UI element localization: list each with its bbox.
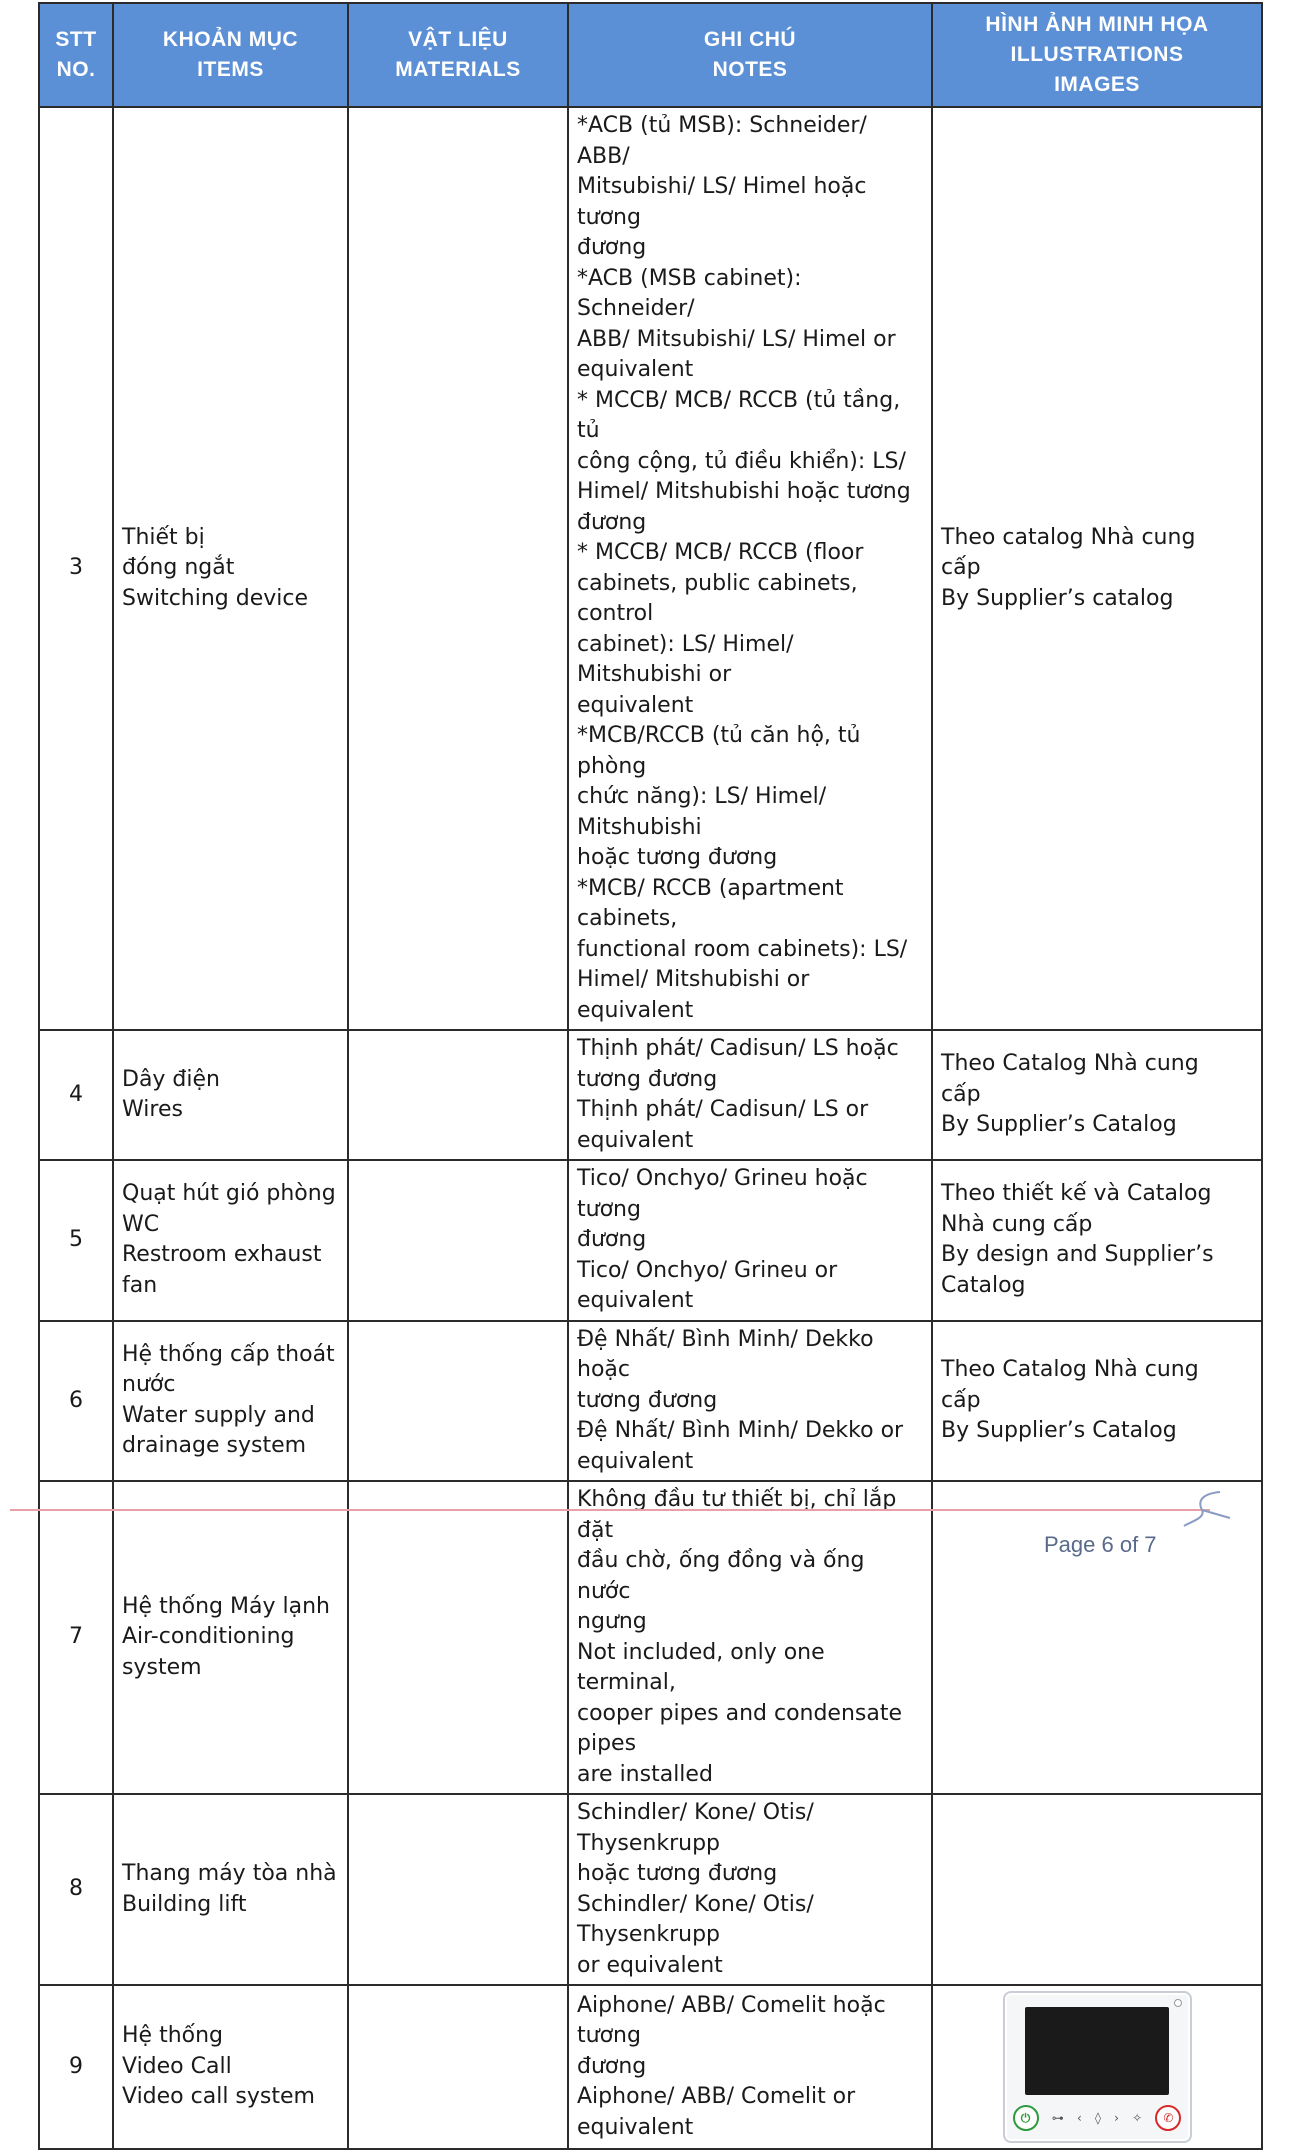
- notes-text-line: tương đương: [577, 1387, 718, 1413]
- item-text-line: Air-conditioning: [122, 1624, 295, 1650]
- table-row: [39, 1160, 1262, 1321]
- item-cell: [113, 1321, 348, 1482]
- item-text-line: Thiết bị: [122, 524, 205, 550]
- notes-cell: [568, 1481, 932, 1794]
- notes-text-line: cooper pipes and condensate pipes: [577, 1700, 903, 1756]
- header-text-line: ILLUSTRATIONS: [1010, 43, 1184, 66]
- notes-text-line: are installed: [577, 1761, 713, 1787]
- notes-text-line: Không đầu tư thiết bị, chỉ lắp đặt: [577, 1487, 897, 1543]
- illustration-text-line: cấp: [941, 1387, 981, 1413]
- notes-text-line: Not included, only one terminal,: [577, 1639, 825, 1695]
- materials-cell: [348, 1160, 568, 1321]
- item-text-line: Switching device: [122, 585, 309, 611]
- illustration-text-line: By Supplier’s catalog: [941, 585, 1174, 611]
- item-cell: [113, 1985, 348, 2149]
- notes-text-line: Aiphone/ ABB/ Comelit hoặc tương: [577, 1992, 886, 2049]
- notes-text-line: đương: [577, 1227, 647, 1252]
- header-text-line: MATERIALS: [395, 58, 521, 81]
- item-text-line: đóng ngắt: [122, 555, 235, 581]
- hangup-button-icon: ✆: [1155, 2105, 1181, 2131]
- item-cell: [113, 1481, 348, 1794]
- item-text-line: Restroom exhaust fan: [122, 1242, 322, 1298]
- row-number: 6: [39, 1321, 113, 1482]
- signature-mark: [1180, 1488, 1240, 1533]
- notes-text-line: or equivalent: [577, 1952, 723, 1978]
- notes-text-line: Mitsubishi/ LS/ Himel hoặc tương: [577, 174, 867, 230]
- notes-text-line: Aiphone/ ABB/ Comelit or: [577, 2084, 856, 2110]
- table-row: [39, 1481, 1262, 1794]
- notes-text-line: Schindler/ Kone/ Otis/ Thysenkrupp: [577, 1800, 814, 1856]
- notes-text-line: * MCCB/ MCB/ RCCB (floor: [577, 540, 864, 565]
- item-text-line: nước: [122, 1372, 176, 1398]
- notes-text-line: functional room cabinets): LS/: [577, 936, 908, 962]
- header-text-line: HÌNH ẢNH MINH HỌA: [985, 13, 1209, 36]
- row-number: 7: [39, 1481, 113, 1794]
- illustration-cell: [932, 1160, 1262, 1321]
- notes-text-line: equivalent: [577, 1127, 694, 1153]
- notes-text-line: *MCB/RCCB (tủ căn hộ, tủ phòng: [577, 723, 861, 779]
- notes-text-line: *MCB/ RCCB (apartment cabinets,: [577, 875, 844, 931]
- notes-text-line: công cộng, tủ điều khiển): LS/: [577, 448, 906, 474]
- notes-text-line: equivalent: [577, 2114, 694, 2140]
- illustration-text-line: Theo Catalog Nhà cung: [941, 1051, 1199, 1077]
- item-text-line: Thang máy tòa nhà: [122, 1861, 337, 1886]
- notes-text-line: equivalent: [577, 692, 694, 718]
- materials-cell: [348, 1481, 568, 1794]
- table-row: [39, 1985, 1262, 2149]
- footer-rule: [10, 1509, 1210, 1511]
- notes-text-line: đương: [577, 509, 647, 535]
- row-number: 5: [39, 1160, 113, 1321]
- item-text-line: Water supply and: [122, 1402, 315, 1428]
- materials-cell: [348, 107, 568, 1030]
- header-text-line: STT: [55, 28, 97, 51]
- item-text-line: Building lift: [122, 1891, 247, 1917]
- header-no: [39, 3, 113, 107]
- illustration-cell: [932, 1794, 1262, 1985]
- notes-text-line: đương: [577, 2053, 647, 2079]
- item-text-line: Hệ thống cấp thoát: [122, 1341, 335, 1367]
- illustration-text-line: By Supplier’s Catalog: [941, 1418, 1177, 1443]
- illustration-text-line: Nhà cung cấp: [941, 1211, 1093, 1237]
- notes-text-line: ABB/ Mitsubishi/ LS/ Himel or: [577, 326, 896, 352]
- notes-cell: [568, 1030, 932, 1160]
- illustration-text-line: Catalog: [941, 1272, 1026, 1298]
- header-illustrations: [932, 3, 1262, 107]
- item-cell: [113, 1030, 348, 1160]
- materials-cell: [348, 1985, 568, 2149]
- header-text-line: KHOẢN MỤC: [162, 28, 299, 51]
- illustration-cell: [932, 1321, 1262, 1482]
- notes-text-line: Himel/ Mitshubishi or equivalent: [577, 967, 810, 1023]
- item-cell: [113, 1160, 348, 1321]
- illustration-text-line: Theo thiết kế và Catalog: [941, 1181, 1212, 1207]
- row-number: 8: [39, 1794, 113, 1985]
- illustration-cell: [932, 1030, 1262, 1160]
- table-row: [39, 107, 1262, 1030]
- notes-text-line: Đệ Nhất/ Bình Minh/ Dekko hoặc: [577, 1326, 874, 1382]
- left-arrow-icon: ‹: [1076, 2110, 1082, 2125]
- notes-text-line: tương đương: [577, 1066, 718, 1092]
- item-text-line: Dây điện: [122, 1066, 220, 1092]
- item-text-line: Video Call: [122, 2053, 232, 2079]
- status-led: [1174, 1999, 1182, 2007]
- monitor-screen: [1025, 2007, 1169, 2095]
- header-text-line: NOTES: [712, 58, 788, 81]
- item-text-line: Quạt hút gió phòng: [122, 1181, 336, 1207]
- notes-cell: [568, 1321, 932, 1482]
- illustration-text-line: cấp: [941, 1081, 981, 1107]
- notes-text-line: * MCCB/ MCB/ RCCB (tủ tầng, tủ: [577, 387, 901, 443]
- header-text-line: VẬT LIỆU: [408, 28, 508, 51]
- header-notes: [568, 3, 932, 107]
- row-number: 9: [39, 1985, 113, 2149]
- notes-text-line: Thịnh phát/ Cadisun/ LS or: [577, 1097, 869, 1122]
- header-text-line: ITEMS: [197, 58, 264, 81]
- notes-text-line: cabinets, public cabinets, control: [577, 570, 858, 626]
- row-number: 3: [39, 107, 113, 1030]
- notes-text-line: *ACB (MSB cabinet): Schneider/: [577, 265, 802, 321]
- materials-cell: [348, 1030, 568, 1160]
- illustration-text-line: By Supplier’s Catalog: [941, 1112, 1177, 1138]
- notes-text-line: cabinet): LS/ Himel/ Mitshubishi or: [577, 631, 794, 687]
- notes-text-line: Đệ Nhất/ Bình Minh/ Dekko or: [577, 1418, 904, 1443]
- materials-spec-table: [38, 2, 1263, 2150]
- notes-text-line: hoặc tương đương: [577, 1861, 778, 1886]
- video-intercom-image: [1003, 1991, 1192, 2143]
- notes-cell: [568, 1985, 932, 2149]
- illustration-text-line: cấp: [941, 555, 981, 581]
- illustration-cell: [932, 1985, 1262, 2149]
- table-row: [39, 1794, 1262, 1985]
- item-cell: [113, 1794, 348, 1985]
- illustration-text-line: Theo catalog Nhà cung: [941, 524, 1196, 550]
- notes-cell: [568, 107, 932, 1030]
- settings-icon: ✧: [1132, 2110, 1143, 2125]
- header-text-line: NO.: [56, 58, 96, 81]
- illustration-text-line: By design and Supplier’s: [941, 1242, 1214, 1268]
- header-text-line: IMAGES: [1054, 73, 1140, 96]
- header-materials: [348, 3, 568, 107]
- notes-cell: [568, 1160, 932, 1321]
- notes-text-line: Tico/ Onchyo/ Grineu or equivalent: [577, 1257, 838, 1313]
- item-text-line: Hệ thống: [122, 2023, 224, 2049]
- menu-icon: ◊: [1094, 2110, 1101, 2125]
- notes-text-line: equivalent: [577, 1448, 694, 1474]
- item-text-line: Hệ thống Máy lạnh: [122, 1593, 330, 1619]
- notes-text-line: đầu chờ, ống đồng và ống nước: [577, 1548, 865, 1604]
- monitor-button-row: [1013, 2105, 1182, 2131]
- materials-cell: [348, 1794, 568, 1985]
- notes-text-line: *ACB (tủ MSB): Schneider/ ABB/: [577, 113, 867, 169]
- notes-text-line: chức năng): LS/ Himel/ Mitshubishi: [577, 784, 827, 840]
- notes-text-line: Schindler/ Kone/ Otis/ Thysenkrupp: [577, 1891, 814, 1947]
- document-page: [38, 2, 1261, 2150]
- notes-text-line: Thịnh phát/ Cadisun/ LS hoặc: [577, 1036, 899, 1061]
- page-number: Page 6 of 7: [1044, 1532, 1157, 1557]
- notes-text-line: ngưng: [577, 1609, 647, 1634]
- row-number: 4: [39, 1030, 113, 1160]
- illustration-cell: [932, 107, 1262, 1030]
- table-row: [39, 1321, 1262, 1482]
- notes-cell: [568, 1794, 932, 1985]
- item-text-line: Wires: [122, 1097, 183, 1122]
- item-text-line: Video call system: [122, 2084, 315, 2110]
- item-text-line: WC: [122, 1211, 160, 1237]
- unlock-icon: ⊶: [1051, 2110, 1064, 2125]
- header-items: [113, 3, 348, 107]
- right-arrow-icon: ›: [1114, 2110, 1119, 2125]
- table-header-row: [39, 3, 1262, 107]
- header-text-line: GHI CHÚ: [703, 28, 797, 51]
- table-row: [39, 1030, 1262, 1160]
- notes-text-line: hoặc tương đương: [577, 845, 778, 870]
- item-text-line: system: [122, 1654, 202, 1680]
- notes-text-line: equivalent: [577, 357, 694, 382]
- item-cell: [113, 107, 348, 1030]
- illustration-text-line: Theo Catalog Nhà cung: [941, 1357, 1199, 1382]
- notes-text-line: đương: [577, 235, 647, 260]
- notes-text-line: Himel/ Mitshubishi hoặc tương: [577, 479, 911, 504]
- call-button-icon: ⏻: [1013, 2105, 1039, 2131]
- notes-text-line: Tico/ Onchyo/ Grineu hoặc tương: [577, 1166, 868, 1222]
- item-text-line: drainage system: [122, 1433, 307, 1459]
- materials-cell: [348, 1321, 568, 1482]
